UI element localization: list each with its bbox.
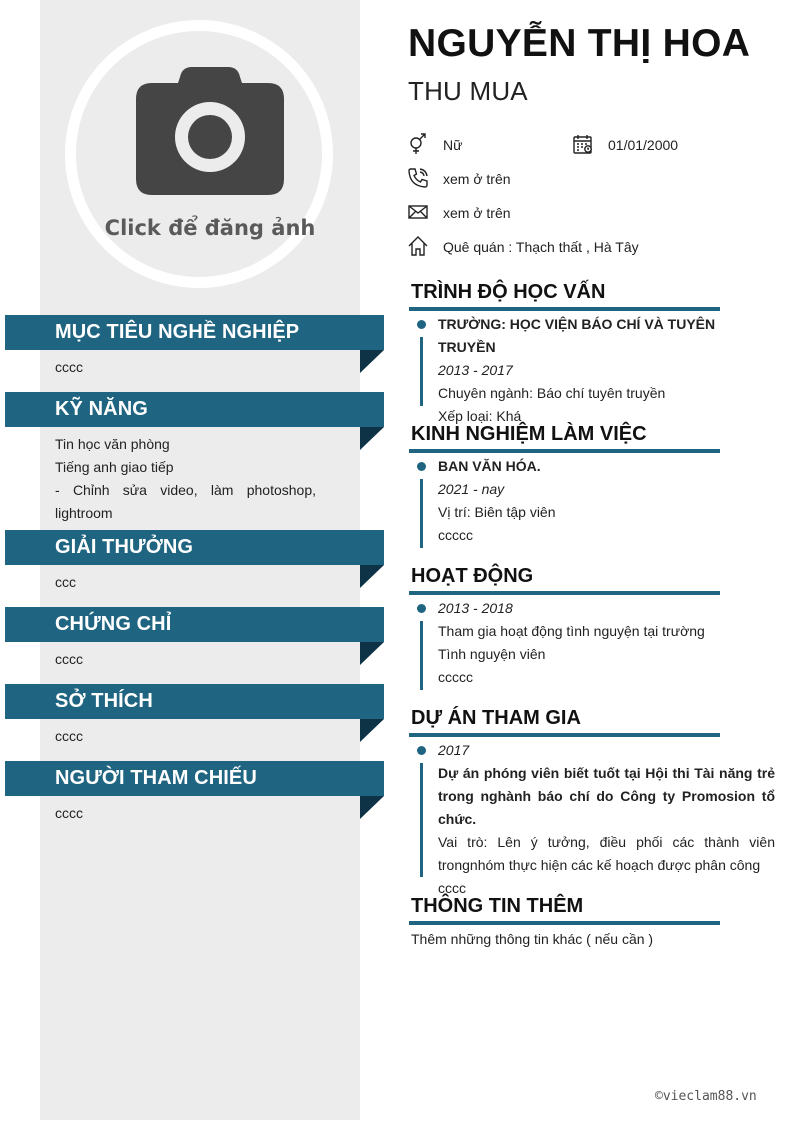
activities-entry — [438, 597, 775, 689]
section-title: KỸ NĂNG — [55, 398, 148, 420]
projects-title: DỰ ÁN THAM GIA — [411, 707, 581, 729]
section-line: cccc — [55, 651, 83, 667]
section-band — [5, 607, 384, 642]
section-title: SỞ THÍCH — [55, 690, 153, 712]
education-period: 2013 - 2017 — [438, 362, 513, 378]
section-divider — [409, 733, 720, 737]
projects-entry — [438, 739, 775, 900]
ribbon-fold — [360, 642, 384, 665]
section-line: cccc — [55, 805, 83, 821]
project-role: Vai trò: Lên ý tưởng, điều phối các thành viên trongnhóm thực hiện các kế hoạch được phân công — [438, 834, 775, 873]
timeline-dot — [417, 746, 426, 755]
camera-icon — [136, 67, 284, 195]
section-divider — [409, 921, 720, 925]
birthday-value: 01/01/2000 — [608, 137, 679, 153]
experience-title: KINH NGHIỆM LÀM VIỆC — [411, 423, 647, 445]
timeline-dot — [417, 320, 426, 329]
activities-line: Tham gia hoạt động tình nguyện tại trường — [438, 623, 705, 639]
ribbon-fold — [360, 719, 384, 742]
avatar-upload-label[interactable]: Click để đăng ảnh — [104, 216, 316, 240]
timeline-bar — [420, 479, 423, 548]
experience-note: ccccc — [438, 527, 473, 543]
address-value: Quê quán : Thạch thất , Hà Tây — [443, 239, 639, 255]
phone-value: xem ở trên — [443, 171, 511, 187]
section-band — [5, 761, 384, 796]
section-title: NGƯỜI THAM CHIẾU — [55, 767, 257, 789]
section-body — [55, 802, 316, 825]
timeline-dot — [417, 604, 426, 613]
education-title: TRÌNH ĐỘ HỌC VẤN — [411, 281, 606, 303]
activities-line: ccccc — [438, 669, 473, 685]
section-line: - Chỉnh sửa video, làm photoshop, lightroom — [55, 482, 316, 521]
calendar-icon — [572, 133, 594, 155]
activities-title: HOẠT ĐỘNG — [411, 565, 534, 587]
job-title: THU MUA — [408, 76, 528, 106]
activities-line: Tình nguyện viên — [438, 646, 546, 662]
experience-entry — [438, 455, 775, 547]
section-band — [5, 684, 384, 719]
school-name: TRƯỜNG: HỌC VIỆN BÁO CHÍ VÀ TUYÊN TRUYỀN — [438, 316, 716, 355]
timeline-bar — [420, 621, 423, 690]
section-line: cccc — [55, 359, 83, 375]
timeline-bar — [420, 337, 423, 406]
education-major: Chuyên ngành: Báo chí tuyên truyền — [438, 385, 666, 401]
section-divider — [409, 591, 720, 595]
section-divider — [409, 307, 720, 311]
ribbon-fold — [360, 565, 384, 588]
timeline-bar — [420, 763, 423, 877]
section-body — [55, 648, 316, 671]
education-entry — [438, 313, 775, 428]
section-line: cccc — [55, 728, 83, 744]
section-band — [5, 530, 384, 565]
section-line: ccc — [55, 574, 76, 590]
project-note: cccc — [438, 880, 466, 896]
section-body — [55, 725, 316, 748]
section-title: GIẢI THƯỞNG — [55, 536, 194, 558]
additional-text: Thêm những thông tin khác ( nếu cần ) — [411, 931, 654, 947]
project-year: 2017 — [438, 742, 470, 758]
section-body — [55, 571, 316, 594]
mail-icon — [407, 201, 429, 223]
candidate-name: NGUYỄN THỊ HOA — [408, 22, 751, 65]
watermark: ©vieclam88.vn — [655, 1089, 757, 1104]
company-name: BAN VĂN HÓA. — [438, 458, 541, 474]
ribbon-fold — [360, 427, 384, 450]
experience-period: 2021 - nay — [438, 481, 505, 497]
education-grade: Xếp loại: Khá — [438, 408, 522, 424]
avatar-upload[interactable] — [65, 20, 333, 288]
home-icon — [407, 235, 429, 257]
section-band — [5, 392, 384, 427]
section-band — [5, 315, 384, 350]
ribbon-fold — [360, 796, 384, 819]
section-title: MỤC TIÊU NGHỀ NGHIỆP — [55, 321, 300, 343]
additional-title: THÔNG TIN THÊM — [411, 895, 584, 917]
gender-value: Nữ — [443, 137, 463, 153]
section-body — [55, 356, 316, 379]
phone-icon — [407, 167, 429, 189]
section-body — [55, 433, 316, 525]
ribbon-fold — [360, 350, 384, 373]
section-line: Tiếng anh giao tiếp — [55, 459, 174, 475]
email-value: xem ở trên — [443, 205, 511, 221]
project-name: Dự án phóng viên biết tuốt tại Hội thi Tài năng trẻ trong nghành báo chí do Công ty Promosion tổ chức. — [438, 765, 775, 827]
timeline-dot — [417, 462, 426, 471]
section-divider — [409, 449, 720, 453]
section-line: Tin học văn phòng — [55, 436, 170, 452]
activities-period: 2013 - 2018 — [438, 600, 513, 616]
avatar-placeholder[interactable] — [76, 31, 322, 277]
gender-icon — [407, 133, 429, 155]
section-title: CHỨNG CHỈ — [55, 613, 172, 635]
experience-position: Vị trí: Biên tập viên — [438, 504, 556, 520]
